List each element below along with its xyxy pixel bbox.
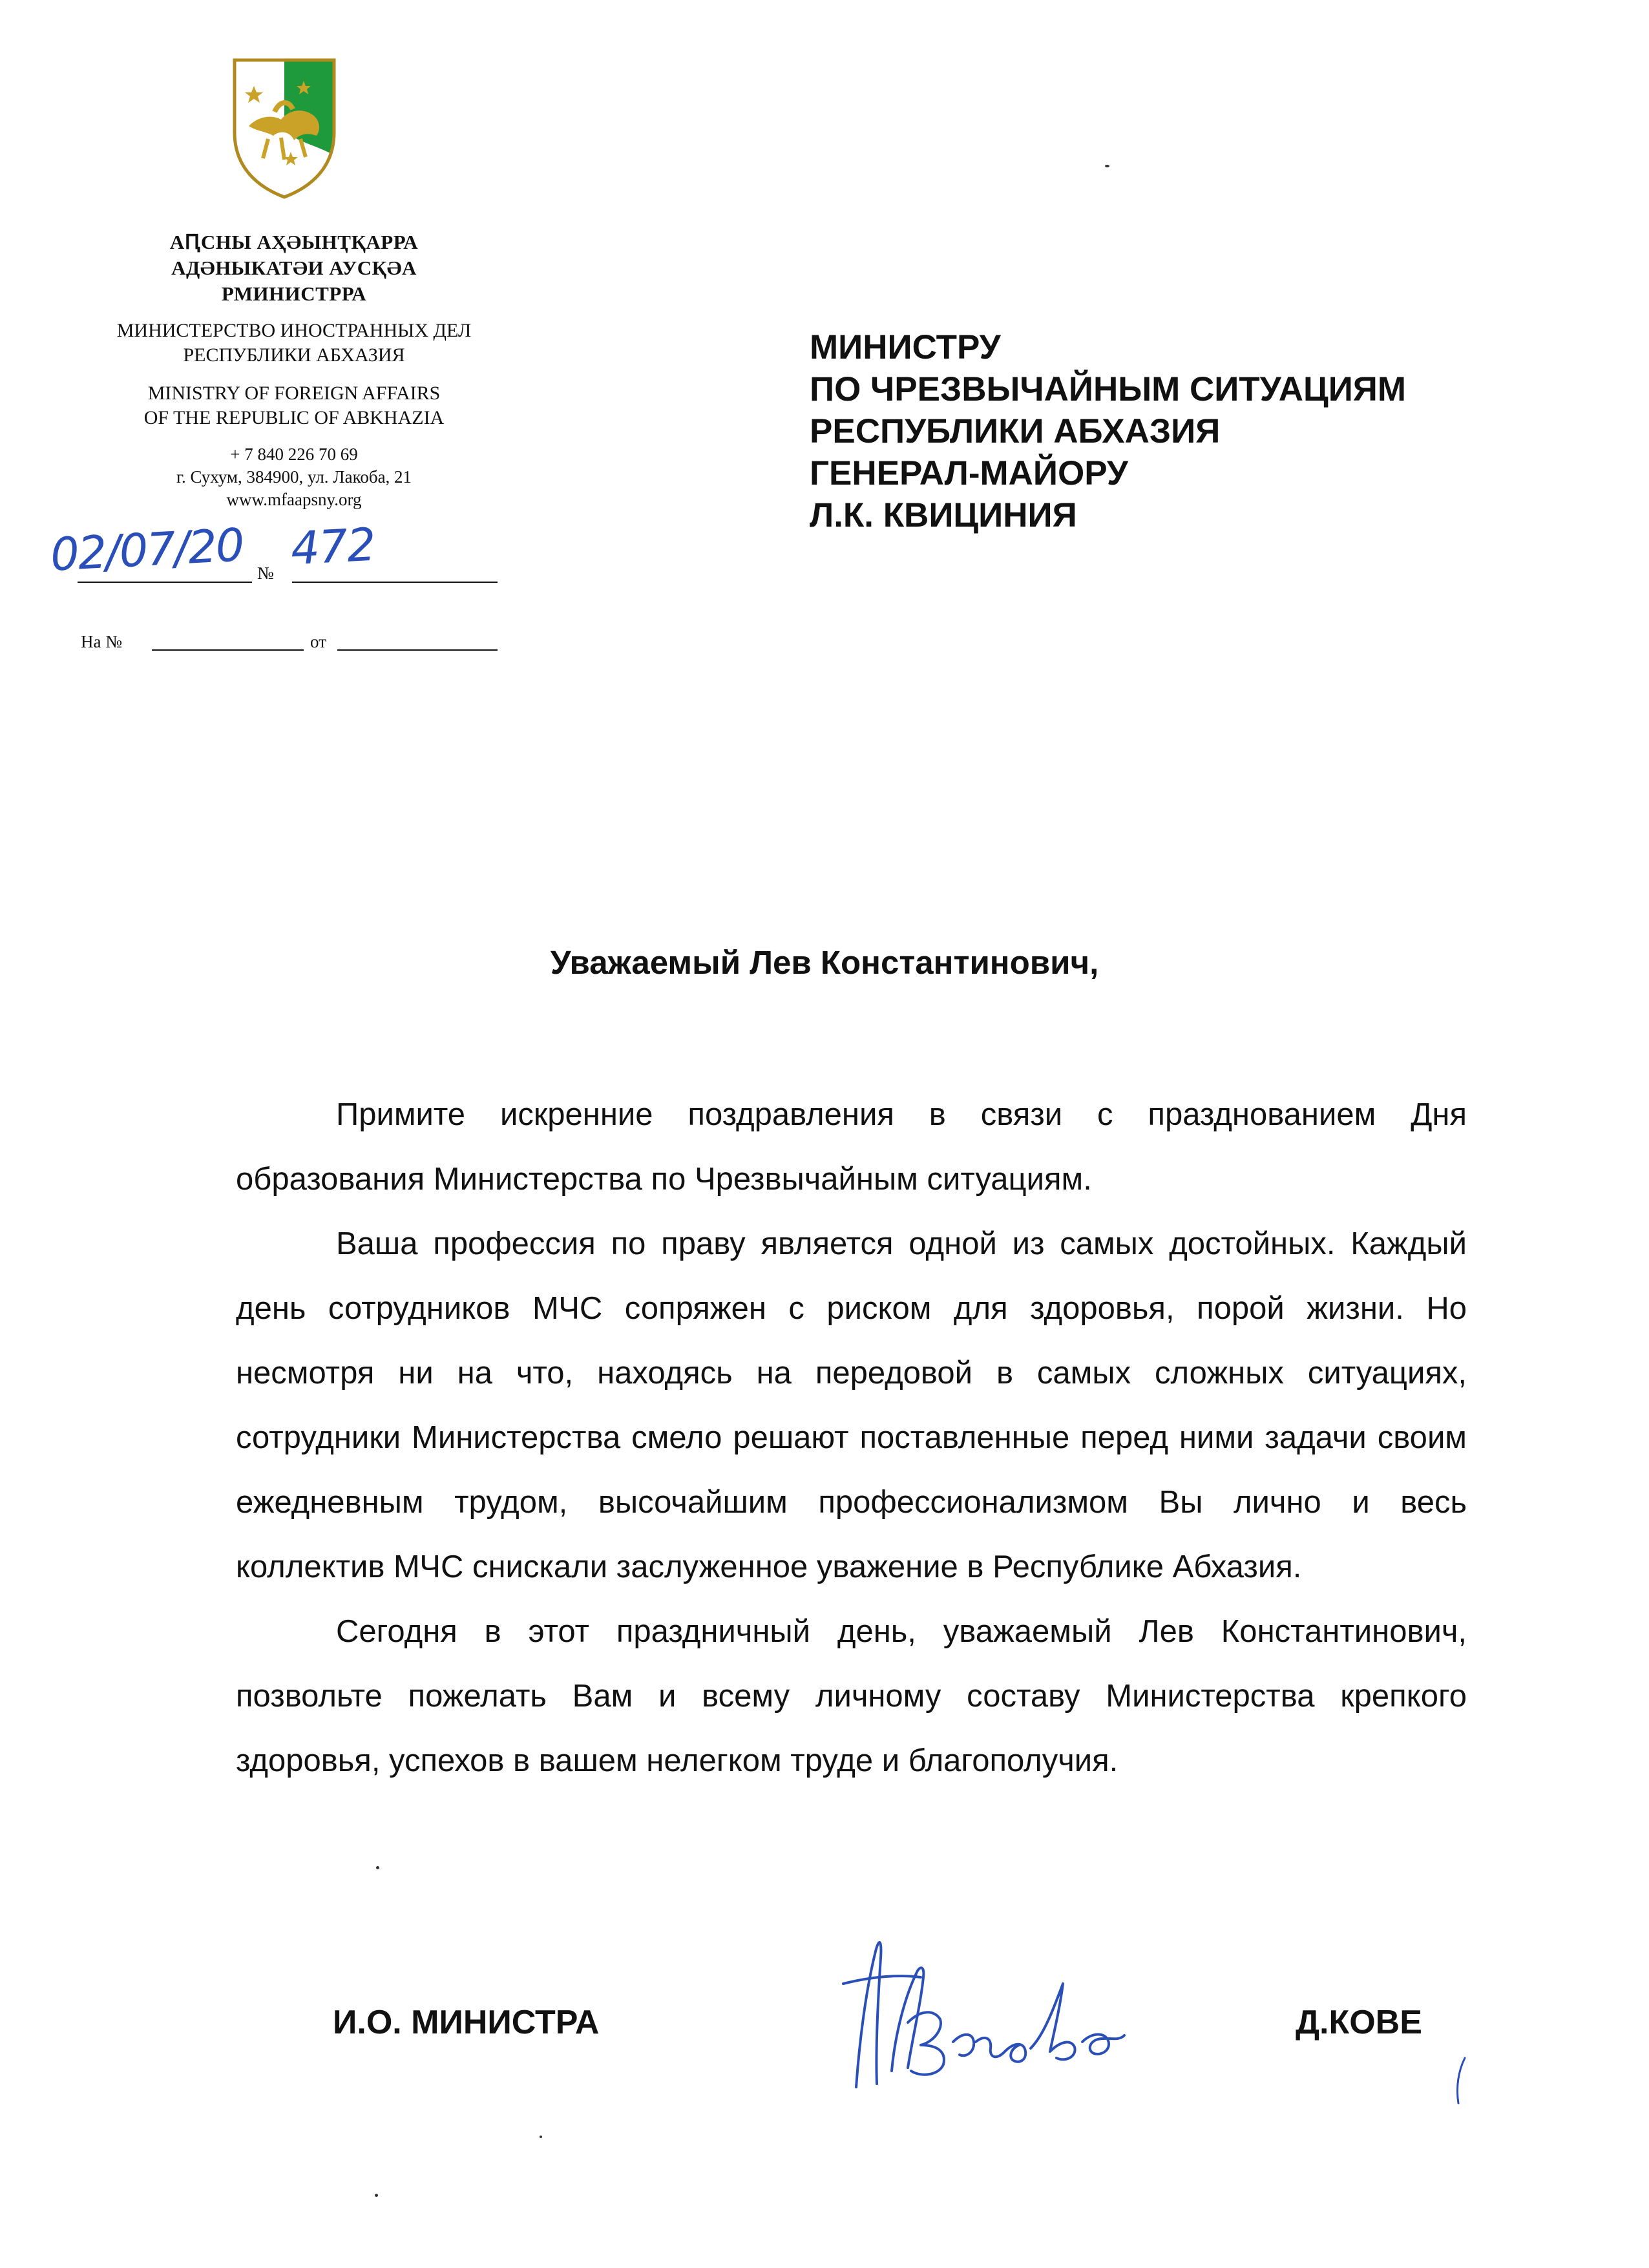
- signatory-title: И.О. МИНИСТРА: [333, 2004, 600, 2041]
- letter-body: [236, 1082, 1467, 1793]
- registration-number-underline: [292, 582, 498, 583]
- in-reply-number-underline: [152, 649, 304, 651]
- addressee-line: МИНИСТРУ: [810, 328, 1001, 366]
- addressee-line: РЕСПУБЛИКИ АБХАЗИЯ: [810, 412, 1221, 450]
- ministry-name-russian-line: РЕСПУБЛИКИ АБХАЗИЯ: [183, 344, 405, 366]
- salutation: Уважаемый Лев Константинович,: [550, 944, 1099, 981]
- ministry-name-english-line: OF THE REPUBLIC OF ABKHAZIA: [143, 407, 445, 428]
- coat-of-arms-emblem: [229, 55, 339, 200]
- postal-address: г. Сухум, 384900, ул. Лакоба, 21: [176, 467, 412, 487]
- addressee-line: ГЕНЕРАЛ-МАЙОРУ: [810, 454, 1128, 492]
- pen-mark: [1451, 2055, 1470, 2106]
- body-paragraph: Примите искренние поздравления в связи с празднованием Дня образования Министерства по Чрезвычайным ситуациям.: [236, 1097, 1467, 1197]
- registration-date-underline: [78, 582, 252, 583]
- contact-info: [65, 443, 523, 511]
- scan-speck: [540, 2136, 542, 2138]
- in-reply-date-underline: [337, 649, 498, 651]
- signatory-name: Д.КОВЕ: [1296, 2004, 1422, 2041]
- website: www.mfaapsny.org: [226, 490, 362, 509]
- scan-speck: [376, 1866, 379, 1869]
- body-paragraph: Сегодня в этот праздничный день, уважаемый Лев Константинович, позвольте пожелать Вам и всему личному составу Министерства крепкого здоровья, успехов в вашем нелегком труде и благополучия.: [236, 1614, 1467, 1778]
- in-reply-label: На №: [81, 632, 122, 651]
- phone-number: + 7 840 226 70 69: [230, 445, 358, 464]
- ministry-name-english: [65, 381, 523, 430]
- ministry-name-abkhaz-line: АԤСНЫ АҲӘЫНҬҚАРРА: [169, 231, 419, 253]
- ministry-name-abkhaz-line: АДӘНЫКАТӘИ АУСҚӘА: [171, 257, 417, 279]
- ministry-name-russian: [65, 319, 523, 368]
- registration-date-handwritten: 02/07/20: [49, 518, 245, 582]
- scan-speck: [1105, 165, 1109, 167]
- scan-speck: [375, 2194, 378, 2197]
- body-paragraph: Ваша профессия по праву является одной из самых достойных. Каждый день сотрудников МЧС сопряжен с риском для здоровья, порой жизни. Но несмотря ни на что, находясь на передовой в самых сложных ситуациях, сотрудники Министерства смело решают поставленные перед ними задачи своим ежедневным трудом, высочайшим профессионализмом Вы лично и весь коллектив МЧС снискали заслуженное уважение в Республике Абхазия.: [236, 1226, 1467, 1584]
- ministry-name-english-line: MINISTRY OF FOREIGN AFFAIRS: [147, 383, 441, 404]
- addressee-line: Л.К. КВИЦИНИЯ: [810, 496, 1077, 534]
- ministry-name-russian-line: МИНИСТЕРСТВО ИНОСТРАННЫХ ДЕЛ: [116, 320, 472, 341]
- addressee-line: ПО ЧРЕЗВЫЧАЙНЫМ СИТУАЦИЯМ: [810, 370, 1407, 408]
- ministry-name-abkhaz: [65, 229, 523, 307]
- registration-number-handwritten: 472: [289, 518, 377, 576]
- registration-number-label: №: [257, 563, 274, 583]
- addressee-block: [810, 326, 1553, 536]
- handwritten-signature: [830, 1913, 1192, 2100]
- in-reply-from-label: от: [310, 632, 326, 651]
- ministry-name-abkhaz-line: РМИНИСТРРА: [221, 282, 367, 305]
